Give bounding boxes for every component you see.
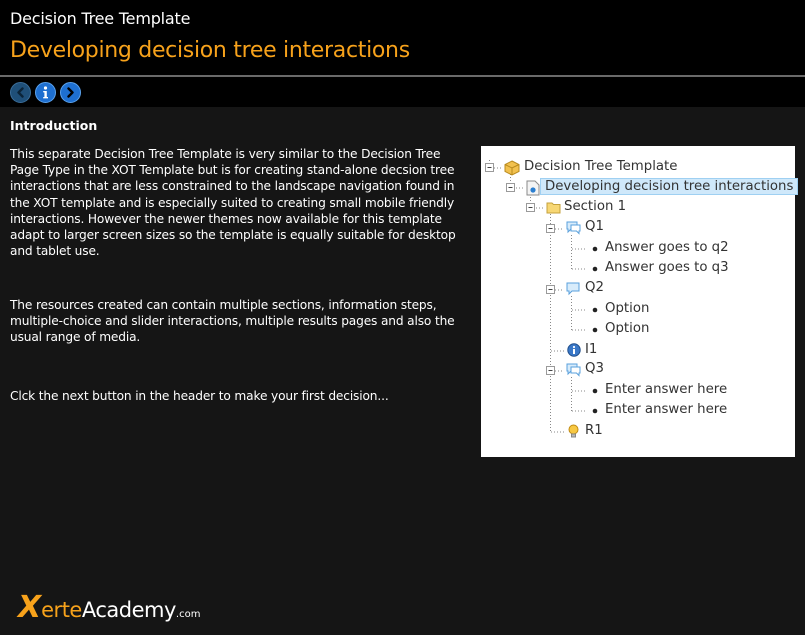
info-button[interactable] xyxy=(35,82,56,103)
tree-node-r1[interactable]: R1 xyxy=(585,423,603,438)
folder-icon xyxy=(546,201,561,214)
logo-x: X xyxy=(18,590,42,625)
tree-node-q2-option-2[interactable]: Option xyxy=(605,321,650,336)
template-title: Decision Tree Template xyxy=(10,9,191,28)
tree-node-q1-answer-2[interactable]: Answer goes to q3 xyxy=(605,260,729,275)
xerte-academy-logo xyxy=(18,590,201,625)
tree-node-q3-answer-1[interactable]: Enter answer here xyxy=(605,382,728,397)
logo-academy: Academy xyxy=(81,598,176,622)
intro-paragraph-3: Clck the next button in the header to make your first decision... xyxy=(10,389,389,403)
previous-button[interactable] xyxy=(10,82,31,103)
slider-question-icon xyxy=(566,282,581,296)
intro-paragraph-1: This separate Decision Tree Template is very similar to the Decision Tree Page Type in the XOT Template but is for creating stand-alone decsion tree interactions that are less constrained to the landscape navigation found in the XOT template and is especially suited to creating small mobile friendly interactions. However the newer themes now available for this template adapt to larger screen sizes so the template is equally suitable for desktop and tablet use. xyxy=(10,147,456,259)
tree-node-q2-option-1[interactable]: Option xyxy=(605,301,650,316)
tree-screenshot-panel xyxy=(481,146,795,457)
question-icon xyxy=(566,221,581,235)
logo-erte: erte xyxy=(41,598,82,622)
page-title: Developing decision tree interactions xyxy=(10,38,410,63)
header xyxy=(0,0,805,75)
logo-com: .com xyxy=(175,609,201,620)
tree-node-root[interactable]: Decision Tree Template xyxy=(524,159,678,174)
tree-node-section[interactable]: Section 1 xyxy=(564,199,627,214)
tree-node-q1[interactable]: Q1 xyxy=(585,219,604,234)
intro-paragraph-2: The resources created can contain multiple sections, information steps, multiple-choice and slider interactions, multiple results pages and also the usual range of media. xyxy=(10,298,455,345)
chevron-right-icon xyxy=(65,87,76,98)
tree-node-i1[interactable]: I1 xyxy=(585,342,598,357)
chevron-left-icon xyxy=(15,87,26,98)
info-icon xyxy=(40,86,51,99)
tree-node-q3[interactable]: Q3 xyxy=(585,361,604,376)
content-area xyxy=(0,107,805,635)
navigation-bar xyxy=(0,77,805,107)
package-icon xyxy=(504,160,520,176)
question-icon xyxy=(566,363,581,377)
tree-node-q2[interactable]: Q2 xyxy=(585,280,604,295)
tree-node-q3-answer-2[interactable]: Enter answer here xyxy=(605,402,728,417)
tree-node-q1-answer-1[interactable]: Answer goes to q2 xyxy=(605,240,729,255)
tree-node-page[interactable]: Developing decision tree interactions xyxy=(540,178,798,195)
page-icon xyxy=(526,180,540,196)
lightbulb-icon xyxy=(567,424,580,439)
next-button[interactable] xyxy=(60,82,81,103)
section-heading: Introduction xyxy=(10,118,98,133)
information-icon xyxy=(567,343,581,357)
